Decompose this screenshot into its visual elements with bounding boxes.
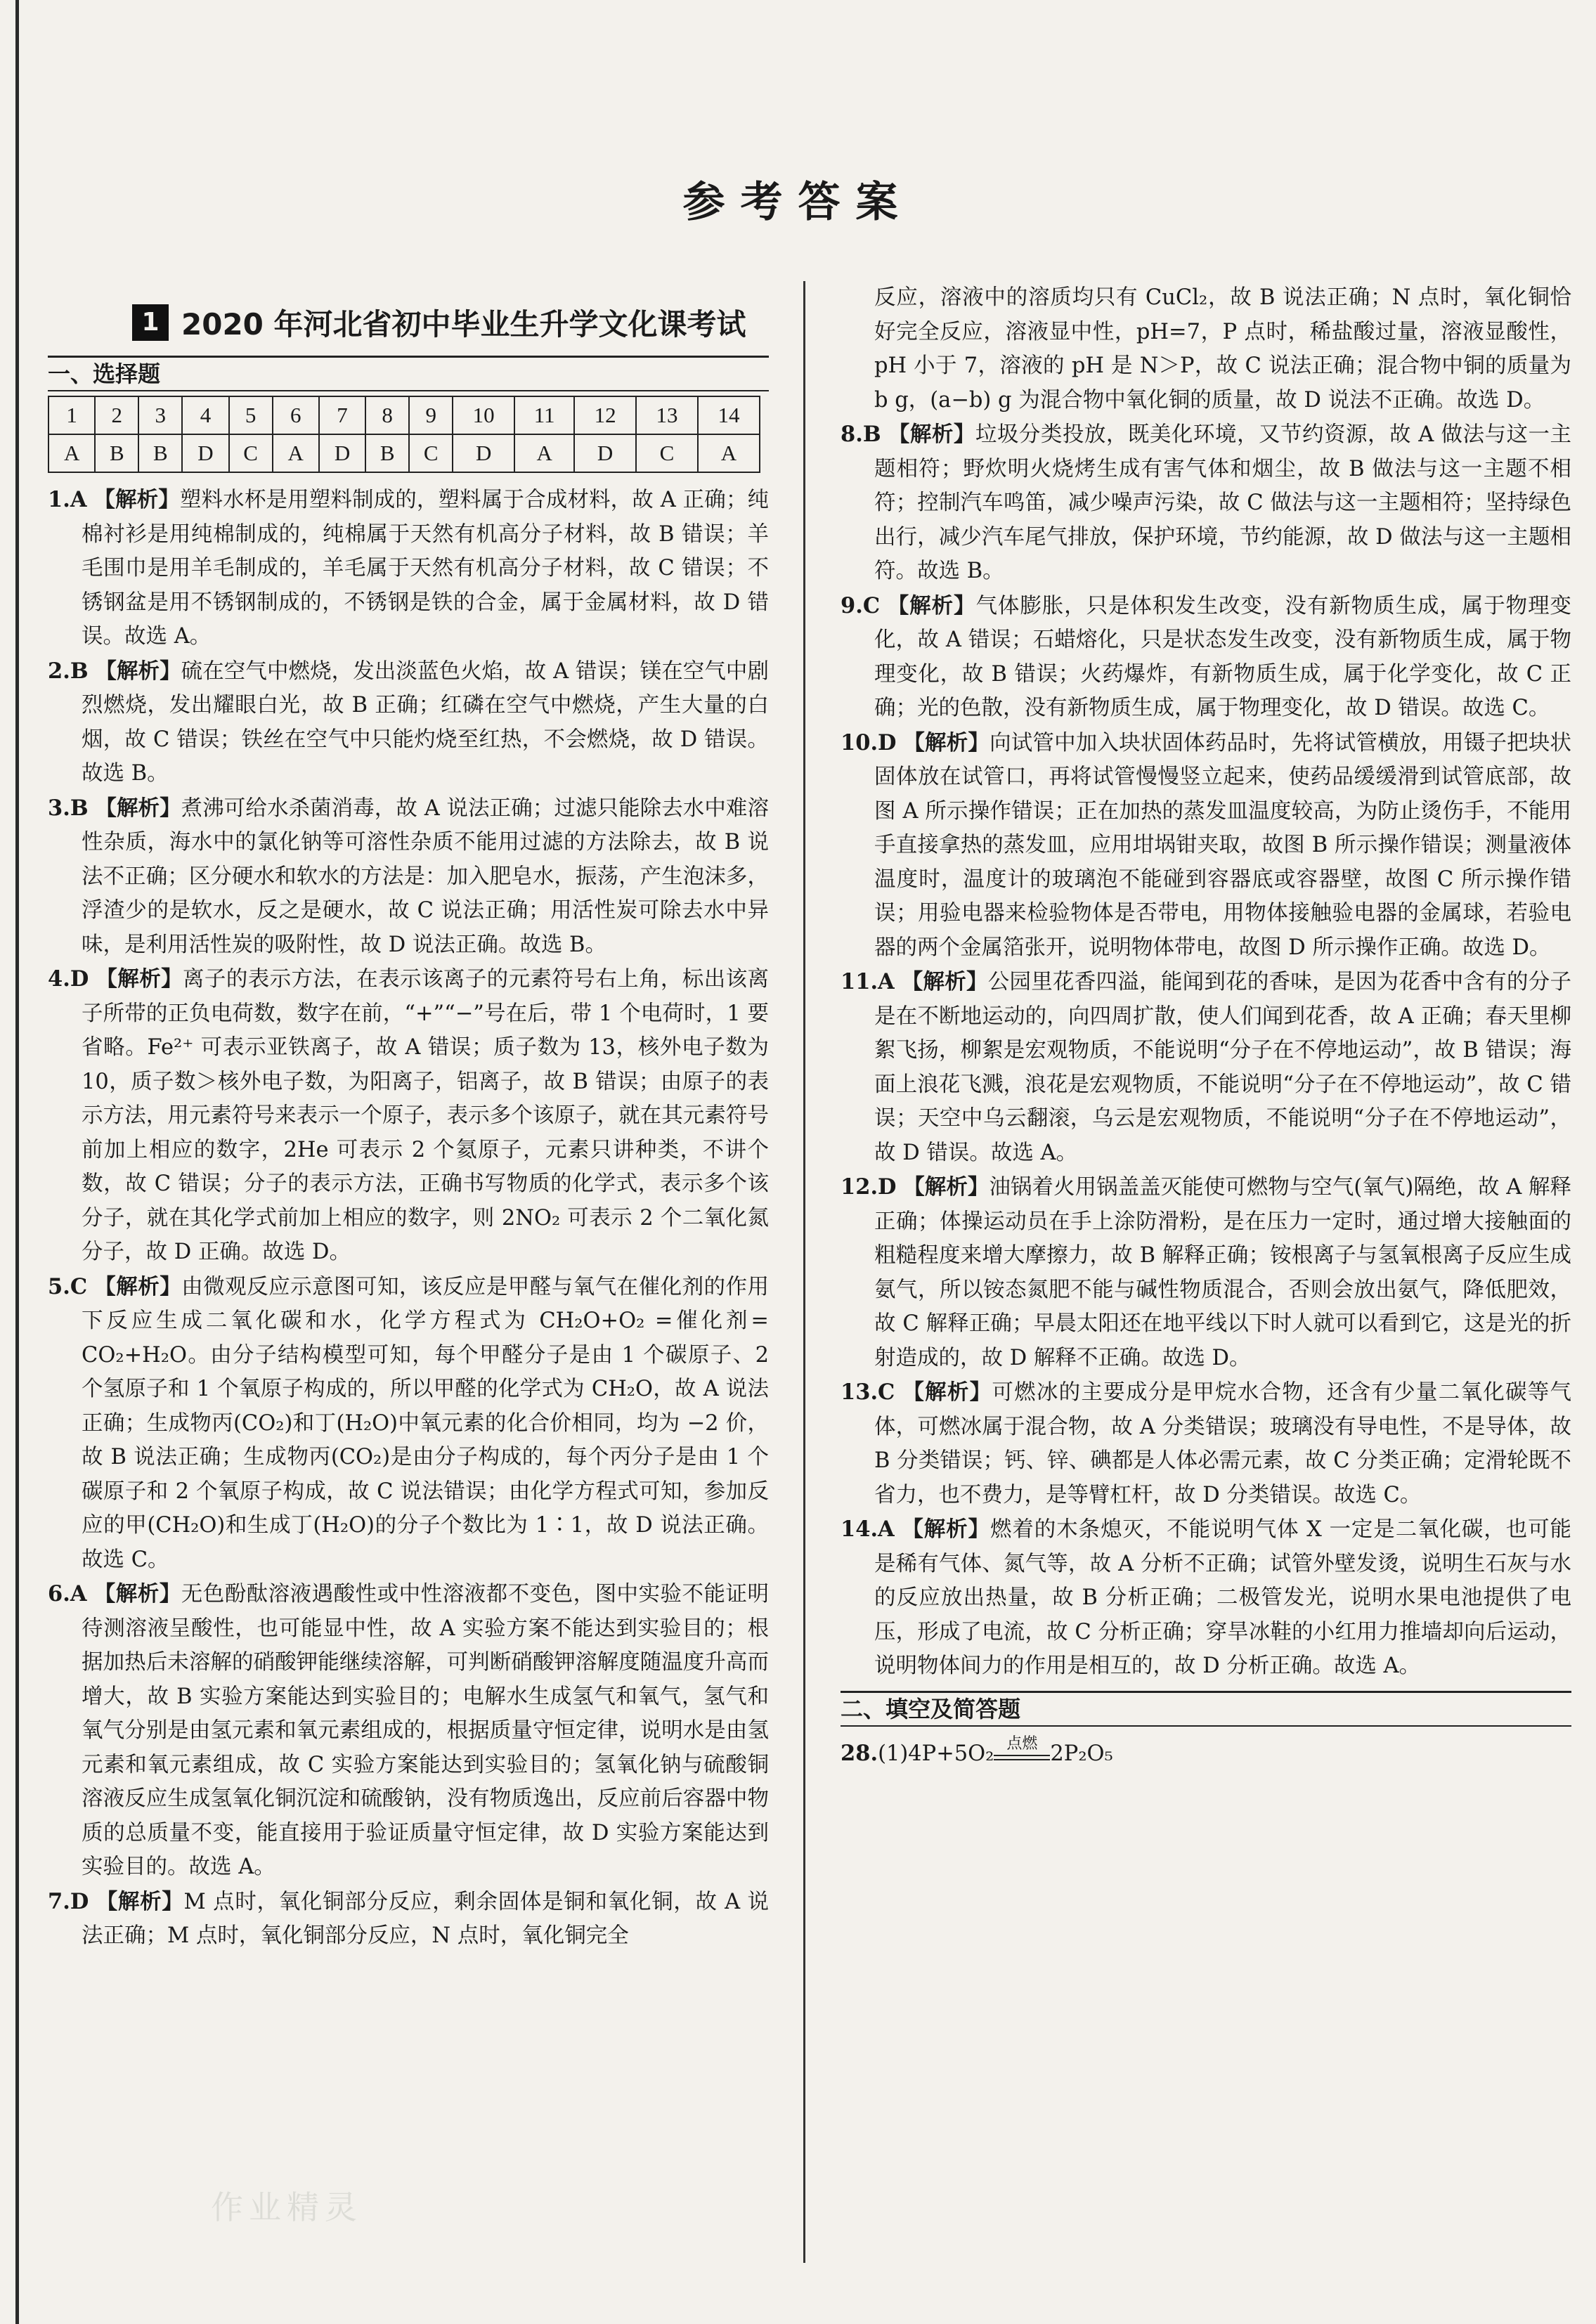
analysis-tag: 【解析】 bbox=[96, 1888, 184, 1914]
reaction-condition: 点燃 bbox=[1006, 1734, 1038, 1753]
answer-table-cell: C bbox=[229, 434, 273, 472]
exam-heading bbox=[132, 295, 769, 350]
analysis-tag: 【解析】 bbox=[887, 592, 976, 618]
page-binding-edge bbox=[15, 0, 19, 2324]
item-text: 可燃冰的主要成分是甲烷水合物，还含有少量二氧化碳等气体，可燃冰属于混合物，故 A 分类错误；玻璃没有导电性，不是导体，故 B 分类错误；钙、锌、碘都是人体必需元素，故 C 分类正确；定滑轮既不省力，也不费力，是等臂杠杆，故 D 分类错误。故选 C。 bbox=[874, 1380, 1572, 1507]
analysis-tag: 【解析】 bbox=[903, 729, 990, 755]
exam-number-badge: 1 bbox=[132, 304, 169, 341]
item-text: 向试管中加入块状固体药品时，先将试管横放，用镊子把块状固体放在试管口，再将试管慢慢竖立起来，使药品缓缓滑到试管底部，故图 A 所示操作错误；正在加热的蒸发皿温度较高，为防止烫伤手，不能用手直接拿热的蒸发皿，应用坩埚钳夹取，故图 B 所示操作错误；测量液体温度时，温度计的玻璃泡不能碰到容器底或容器壁，故图 C 所示操作错误；用验电器来检验物体是否带电，用物体接触验电器的金属球，若验电器的两个金属箔张开，说明物体带电，故图 D 所示操作正确。故选 D。 bbox=[874, 730, 1572, 960]
answer-item-14 bbox=[841, 1512, 1571, 1684]
analysis-tag: 【解析】 bbox=[903, 1174, 990, 1200]
answer-item-1 bbox=[48, 483, 769, 654]
answer-table-cell: B bbox=[95, 434, 138, 472]
answer-table-cell: 12 bbox=[574, 396, 636, 434]
answer-table-cell: D bbox=[453, 434, 514, 472]
answer-table-cell: 11 bbox=[514, 396, 574, 434]
answer-item-6 bbox=[48, 1577, 769, 1885]
answer-table-answer-row bbox=[48, 434, 760, 472]
item-text: 离子的表示方法，在表示该离子的元素符号右上角，标出该离子所带的正负电荷数，数字在前，“+”“−”号在后，带 1 个电荷时，1 要省略。Fe²⁺ 可表示亚铁离子，故 A 错误；质子数为 13，核外电子数为 10，质子数＞核外电子数，为阳离子，铝离子，故 B 错误；由原子的表示方法，用元素符号来表示一个原子，表示多个该原子，就在其元素符号前加上相应的数字，2He 可表示 2 个氦原子，元素只讲种类，不讲个数，故 C 错误；分子的表示方法，正确书写物质的化学式，表示多个该分子，就在其化学式前加上相应的数字，则 2NO₂ 可表示 2 个二氧化氮分子，故 D 正确。故选 D。 bbox=[82, 967, 770, 1264]
answer-table-cell: 10 bbox=[453, 396, 514, 434]
answer-table-cell: D bbox=[574, 434, 636, 472]
item-text: 煮沸可给水杀菌消毒，故 A 说法正确；过滤只能除去水中难溶性杂质，海水中的氯化钠等可溶性杂质不能用过滤的方法除去，故 B 说法不正确；区分硬水和软水的方法是：加入肥皂水，振荡，产生泡沫多，浮渣少的是软水，反之是硬水，故 C 说法正确；用活性炭可除去水中异味，是利用活性炭的吸附性，故 D 说法正确。故选 B。 bbox=[82, 796, 769, 957]
page-title: 参考答案 bbox=[682, 178, 914, 227]
answer-table-cell: 2 bbox=[95, 396, 138, 434]
answer-table-cell: A bbox=[698, 434, 760, 472]
item-number: 1.A bbox=[48, 487, 87, 512]
item-text: M 点时，氧化铜部分反应，剩余固体是铜和氧化铜，故 A 说法正确；M 点时，氧化铜部分反应，N 点时，氧化铜完全 bbox=[82, 1889, 770, 1948]
item-text: 垃圾分类投放，既美化环境，又节约资源，故 A 做法与这一主题相符；野炊明火烧烤生成有害气体和烟尘，故 B 做法与这一主题不相符；控制汽车鸣笛，减少噪声污染，故 C 做法与这一主题相符；坚持绿色出行，减少汽车尾气排放，保护环境，节约能源，故 D 做法与这一主题相符。故选 B。 bbox=[874, 422, 1571, 583]
exam-title: 2020 年河北省初中毕业生升学文化课考试 bbox=[181, 307, 746, 342]
item-text: 油锅着火用锅盖盖灭能使可燃物与空气(氧气)隔绝，故 A 解释正确；体操运动员在手上涂防滑粉，是在压力一定时，通过增大接触面的粗糙程度来增大摩擦力，故 B 解释正确；铵根离子与氢氧根离子反应生成氨气，所以铵态氮肥不能与碱性物质混合，否则会放出氨气，降低肥效，故 C 解释正确；早晨太阳还在地平线以下时人就可以看到它，这是光的折射造成的，故 D 解释不正确。故选 D。 bbox=[874, 1175, 1572, 1370]
item-number: 28. bbox=[841, 1740, 878, 1766]
reaction-arrow bbox=[994, 1734, 1050, 1760]
section-heading-fill: 二、填空及简答题 bbox=[841, 1691, 1571, 1727]
item-text: 塑料水杯是用塑料制成的，塑料属于合成材料，故 A 正确；纯棉衬衫是用纯棉制成的，纯棉属于天然有机高分子材料，故 B 错误；羊毛围巾是用羊毛制成的，羊毛属于天然有机高分子材料，故 C 错误；不锈钢盆是用不锈钢制成的，不锈钢是铁的合金，属于金属材料，故 D 错误。故选 A。 bbox=[82, 488, 769, 649]
answer-item-9 bbox=[841, 589, 1571, 726]
answer-table-cell: 13 bbox=[636, 396, 698, 434]
item-number: 9.C bbox=[841, 592, 881, 618]
answer-table-cell: D bbox=[319, 434, 365, 472]
item-number: 6.A bbox=[48, 1581, 87, 1606]
answer-table-cell: 8 bbox=[365, 396, 409, 434]
answer-table-cell: D bbox=[182, 434, 228, 472]
answer-table-cell: C bbox=[636, 434, 698, 472]
item-number: 12.D bbox=[841, 1174, 897, 1200]
item-text: 无色酚酞溶液遇酸性或中性溶液都不变色，图中实验不能证明待测溶液呈酸性，也可能显中性，故 A 实验方案不能达到实验目的；根据加热后未溶解的硝酸钾能继续溶解，可判断硝酸钾溶解度随温度升高而增大，故 B 实验方案能达到实验目的；电解水生成氢气和氧气，氢气和氧气分别是由氢元素和氧元素组成的，根据质量守恒定律，说明水是由氢元素和氧元素组成，故 C 实验方案能达到实验目的；氢氧化钠与硫酸铜溶液反应生成氢氧化铜沉淀和硫酸钠，没有物质逸出，反应前后容器中物质的总质量不变，能直接用于验证质量守恒定律，故 D 实验方案能达到实验目的。故选 A。 bbox=[82, 1582, 770, 1879]
item-text: 气体膨胀，只是体积发生改变，没有新物质生成，属于物理变化，故 A 错误；石蜡熔化，只是状态发生改变，没有新物质生成，属于物理变化，故 B 错误；火药爆炸，有新物质生成，属于化学变化，故 C 正确；光的色散，没有新物质生成，属于物理变化，故 D 错误。故选 C。 bbox=[874, 593, 1571, 720]
answer-item-13 bbox=[841, 1375, 1571, 1512]
answer-table-cell: A bbox=[273, 434, 319, 472]
item-text: 由微观反应示意图可知，该反应是甲醛与氧气在催化剂的作用下反应生成二氧化碳和水，化学方程式为 CH₂O+O₂ =催化剂= CO₂+H₂O。由分子结构模型可知，每个甲醛分子是由 1 个碳原子、2 个氢原子和 1 个氧原子构成的，所以甲醛的化学式为 CH₂O，故 A 说法正确；生成物丙(CO₂)和丁(H₂O)中氧元素的化合价相同，均为 −2 价，故 B 说法正确；生成物丙(CO₂)是由分子构成的，每个丙分子是由 1 个碳原子和 2 个氧原子构成，故 C 说法错误；由化学方程式可知，参加反应的甲(CH₂O)和生成丁(H₂O)的分子个数比为 1∶1，故 D 说法正确。故选 C。 bbox=[82, 1274, 770, 1572]
answer-table-cell: 9 bbox=[409, 396, 453, 434]
item-text: 硫在空气中燃烧，发出淡蓝色火焰，故 A 错误；镁在空气中剧烈燃烧，发出耀眼白光，故 B 正确；红磷在空气中燃烧，产生大量的白烟，故 C 错误；铁丝在空气中只能灼烧至红热，不会燃烧，故 D 错误。故选 B。 bbox=[82, 658, 769, 786]
item-number: 5.C bbox=[48, 1273, 88, 1299]
answer-table-header-row bbox=[48, 396, 760, 434]
item-number: 10.D bbox=[841, 729, 897, 755]
analysis-tag: 【解析】 bbox=[93, 487, 180, 512]
item-number: 2.B bbox=[48, 658, 89, 684]
answer-table-cell: 3 bbox=[138, 396, 182, 434]
item-text: 燃着的木条熄灭，不能说明气体 X 一定是二氧化碳，也可能是稀有气体、氮气等，故 A 分析不正确；试管外壁发烫，说明生石灰与水的反应放出热量，故 B 分析正确；二极管发光，说明水果电池提供了电压，形成了电流，故 C 分析正确；穿旱冰鞋的小红用力推墙却向后运动，说明物体间力的作用是相互的，故 D 分析正确。故选 A。 bbox=[874, 1517, 1571, 1678]
analysis-tag: 【解析】 bbox=[902, 1380, 992, 1405]
answer-table-cell: 5 bbox=[229, 396, 273, 434]
item-number: 3.B bbox=[48, 795, 89, 821]
answer-item-12 bbox=[841, 1170, 1571, 1375]
column-divider bbox=[803, 281, 805, 2263]
answer-table-cell: A bbox=[48, 434, 95, 472]
equals-sign bbox=[994, 1755, 1050, 1760]
answer-item-2 bbox=[48, 654, 769, 791]
analysis-tag: 【解析】 bbox=[95, 658, 181, 684]
answer-item-4 bbox=[48, 962, 769, 1270]
answer-table-cell: B bbox=[365, 434, 409, 472]
analysis-tag: 【解析】 bbox=[94, 1273, 182, 1299]
item-number: 4.D bbox=[48, 966, 89, 992]
answer-item-3 bbox=[48, 791, 769, 963]
equation-reactants: (1)4P+5O₂ bbox=[878, 1741, 994, 1766]
answer-table-cell: C bbox=[409, 434, 453, 472]
analysis-tag: 【解析】 bbox=[93, 1581, 181, 1606]
item-number: 8.B bbox=[841, 422, 881, 447]
left-column bbox=[48, 281, 769, 1954]
answer-table-cell: 4 bbox=[182, 396, 228, 434]
analysis-tag: 【解析】 bbox=[901, 969, 988, 994]
item-text: 反应，溶液中的溶质均只有 CuCl₂，故 B 说法正确；N 点时，氧化铜恰好完全反应，溶液显中性，pH=7，P 点时，稀盐酸过量，溶液显酸性，pH 小于 7，溶液的 pH 是 N＞P，故 C 说法正确；混合物中铜的质量为 b g，(a−b) g 为混合物中氧化铜的质量，故 D 说法不正确。故选 D。 bbox=[874, 285, 1571, 413]
item-number: 14.A bbox=[841, 1517, 895, 1542]
analysis-tag: 【解析】 bbox=[902, 1517, 990, 1542]
item-text: 公园里花香四溢，能闻到花的香味，是因为花香中含有的分子是在不断地运动的，向四周扩散，使人们闻到花香，故 A 正确；春天里柳絮飞扬，柳絮是宏观物质，不能说明“分子在不停地运动”，故 B 错误；海面上浪花飞溅，浪花是宏观物质，不能说明“分子在不停地运动”，故 C 错误；天空中乌云翻滚，乌云是宏观物质，不能说明“分子在不停地运动”，故 D 错误。故选 A。 bbox=[874, 970, 1572, 1165]
answer-table-cell: 6 bbox=[273, 396, 319, 434]
item-number: 11.A bbox=[841, 969, 895, 994]
answer-table-cell: 1 bbox=[48, 396, 95, 434]
answer-item-8 bbox=[841, 417, 1571, 589]
right-column bbox=[841, 281, 1571, 1771]
item-number: 7.D bbox=[48, 1888, 89, 1914]
answer-item-7 bbox=[48, 1885, 769, 1954]
answer-item-28 bbox=[841, 1736, 1571, 1772]
answer-item-5 bbox=[48, 1270, 769, 1578]
answer-item-10 bbox=[841, 726, 1571, 966]
analysis-tag: 【解析】 bbox=[95, 795, 181, 821]
answer-table-cell: A bbox=[514, 434, 574, 472]
item-number: 13.C bbox=[841, 1380, 895, 1405]
answer-item-7-continued bbox=[841, 281, 1571, 417]
answer-table-cell: 7 bbox=[319, 396, 365, 434]
analysis-tag: 【解析】 bbox=[96, 966, 183, 992]
watermark-text: 作业精灵 bbox=[211, 2188, 363, 2226]
answer-table-cell: B bbox=[138, 434, 182, 472]
answer-item-11 bbox=[841, 965, 1571, 1170]
answer-table-cell: 14 bbox=[698, 396, 760, 434]
analysis-tag: 【解析】 bbox=[888, 422, 975, 447]
section-heading-choice: 一、选择题 bbox=[48, 356, 769, 391]
answer-table bbox=[48, 396, 760, 473]
equation-product: 2P₂O₅ bbox=[1050, 1741, 1113, 1766]
